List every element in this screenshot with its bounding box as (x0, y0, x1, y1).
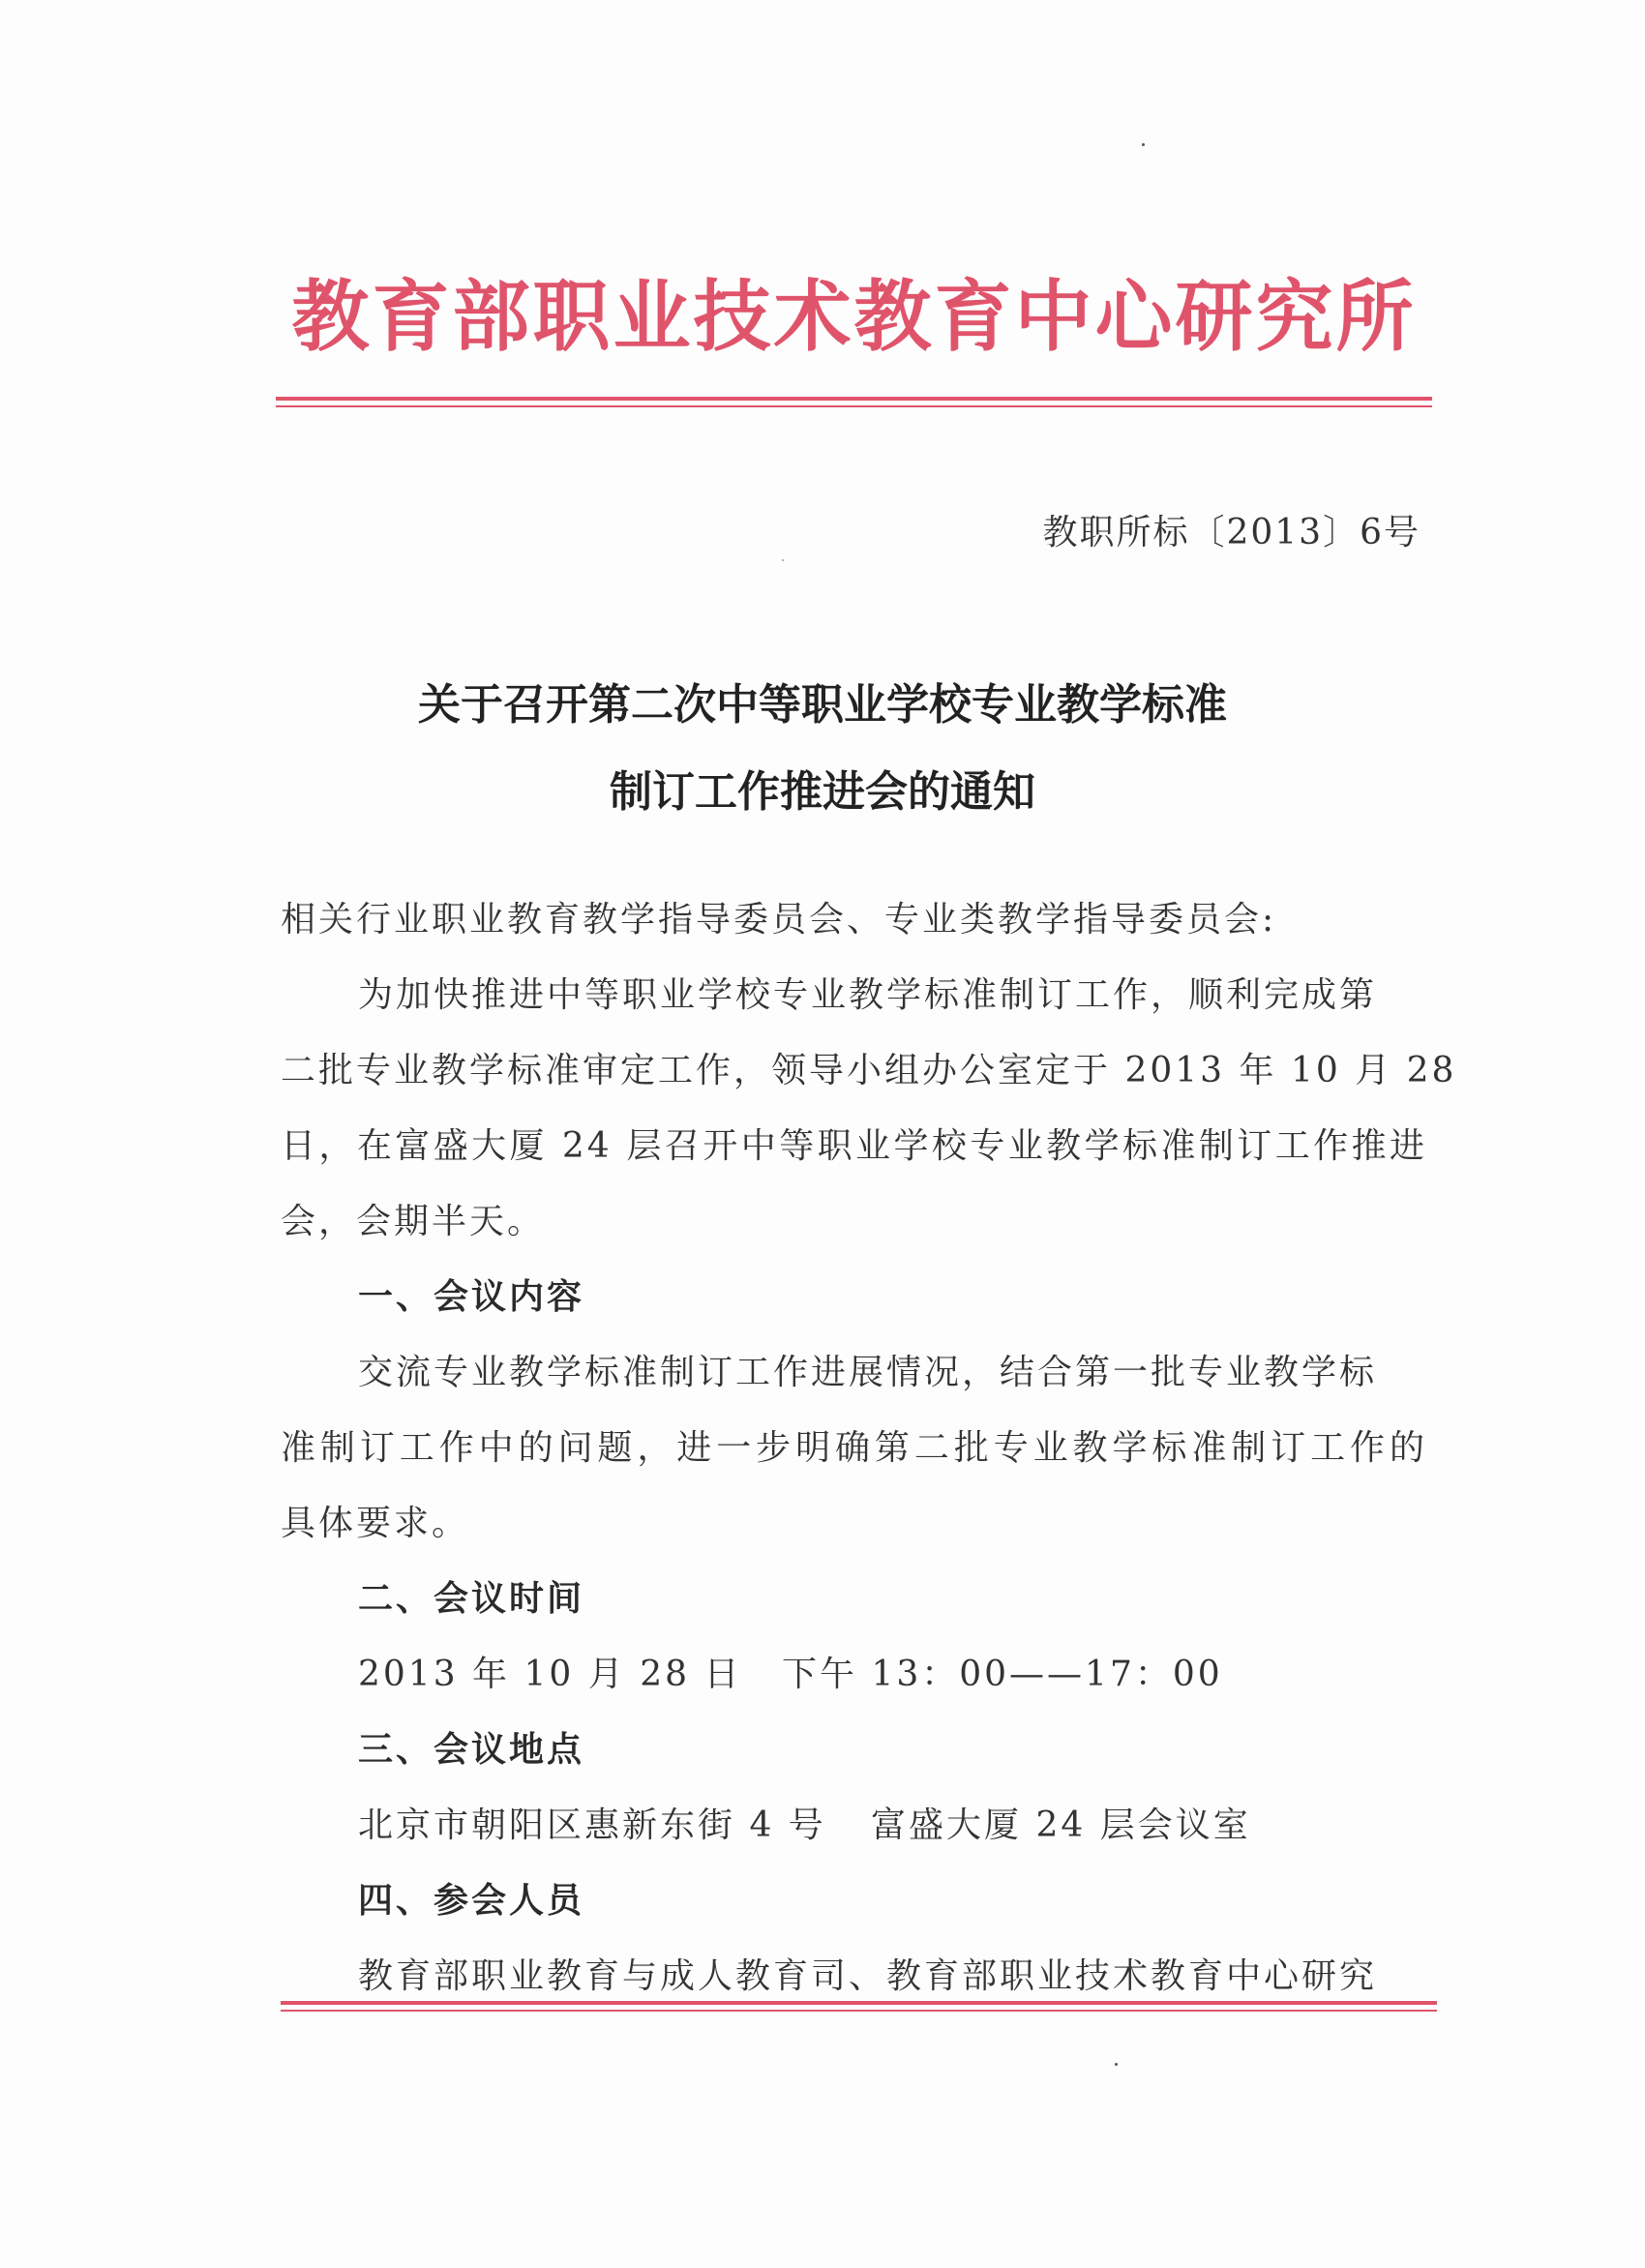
intro-line-1: 为加快推进中等职业学校专业教学标准制订工作，顺利完成第 (358, 975, 1378, 1015)
section-heading-location: 三、会议地点 (358, 1730, 585, 1770)
section-heading-attendees: 四、参会人员 (358, 1881, 585, 1921)
document-title-line1: 关于召开第二次中等职业学校专业教学标准 (418, 680, 1227, 730)
intro-line-4: 会，会期半天。 (281, 1202, 546, 1241)
footer-rule-thin (281, 2010, 1437, 2012)
scan-speck (1142, 143, 1145, 146)
document-title-line2: 制订工作推进会的通知 (610, 767, 1035, 817)
section-heading-content: 一、会议内容 (358, 1277, 585, 1317)
attendees-line-1: 教育部职业教育与成人教育司、教育部职业技术教育中心研究 (358, 1956, 1378, 1996)
recipient-line: 相关行业职业教育教学指导委员会、专业类教学指导委员会: (281, 900, 1277, 940)
letterhead-rule-thin (276, 405, 1432, 407)
intro-line-3: 日，在富盛大厦 24 层召开中等职业学校专业教学标准制订工作推进 (281, 1126, 1427, 1166)
section-heading-time: 二、会议时间 (358, 1579, 585, 1619)
scan-speck (782, 559, 784, 561)
letterhead-rule-thick (276, 397, 1432, 401)
section1-line-2: 准制订工作中的问题，进一步明确第二批专业教学标准制订工作的 (281, 1428, 1427, 1468)
meeting-address: 北京市朝阳区惠新东街 4 号 (358, 1805, 826, 1845)
section1-line-1: 交流专业教学标准制订工作进展情况，结合第一批专业教学标 (358, 1353, 1378, 1392)
intro-line-2: 二批专业教学标准审定工作，领导小组办公室定于 2013 年 10 月 28 (281, 1051, 1457, 1090)
meeting-date: 2013 年 10 月 28 日 (358, 1655, 742, 1694)
document-number: 教职所标〔2013〕6号 (1042, 513, 1421, 552)
footer-rule-thick (281, 2001, 1437, 2005)
meeting-venue: 富盛大厦 24 层会议室 (871, 1805, 1251, 1845)
section1-line-3: 具体要求。 (281, 1504, 470, 1543)
meeting-time: 下午 13：00——17：00 (782, 1655, 1223, 1694)
letterhead-org-name: 教育部职业技术教育中心研究所 (291, 272, 1417, 362)
scan-speck (1115, 2063, 1118, 2066)
